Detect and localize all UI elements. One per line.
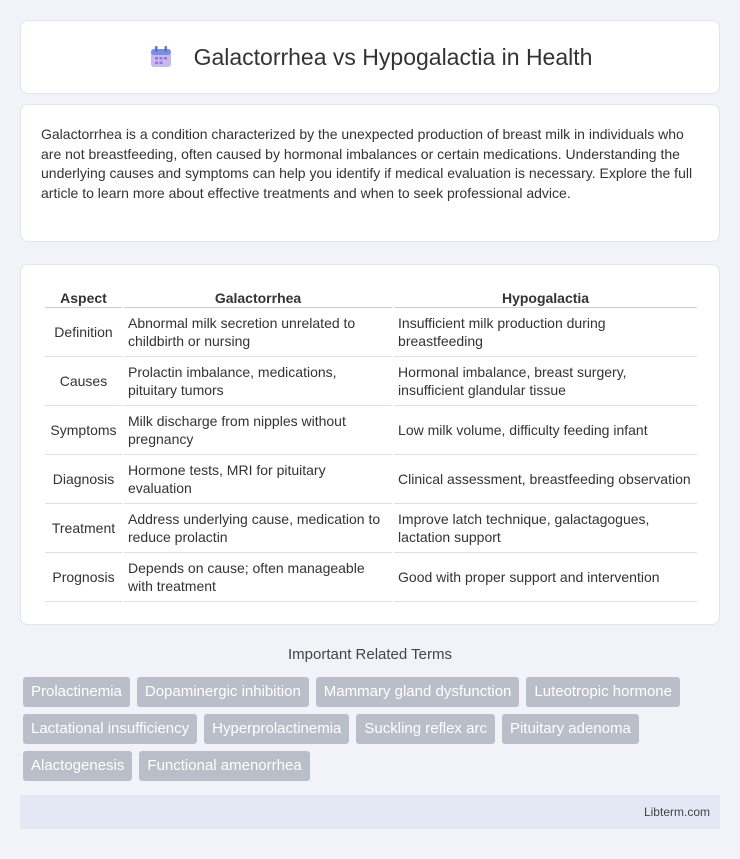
aspect-cell: Definition [45,308,122,357]
aspect-cell: Symptoms [45,406,122,455]
intro-paragraph: Galactorrhea is a condition characterized by the unexpected production of breast milk in individuals who are not breastfeeding, often caused by hormonal imbalances or certain medications. Understanding the underlying causes and symptoms can help you identify if medical evaluation is necessary. Explore the full article to learn more about effective treatments and when to seek professional advice. [41,126,693,201]
table-row [45,406,697,455]
aspect-cell: Diagnosis [45,455,122,504]
hypogalactia-cell: Insufficient milk production during breastfeeding [394,308,697,357]
column-header-hypogalactia: Hypogalactia [394,285,697,308]
galactorrhea-cell: Depends on cause; often manageable with treatment [124,553,392,602]
table-header-row [45,285,697,308]
galactorrhea-cell: Hormone tests, MRI for pituitary evaluation [124,455,392,504]
footer [20,795,720,829]
related-term-tag[interactable]: Hyperprolactinemia [204,714,349,744]
table-row [45,455,697,504]
aspect-cell: Prognosis [45,553,122,602]
table-row [45,308,697,357]
hypogalactia-cell: Good with proper support and intervention [394,553,697,602]
comparison-table [43,285,699,602]
related-term-tag[interactable]: Lactational insufficiency [23,714,197,744]
galactorrhea-cell: Address underlying cause, medication to reduce prolactin [124,504,392,553]
column-header-galactorrhea: Galactorrhea [124,285,392,308]
hypogalactia-cell: Improve latch technique, galactagogues, lactation support [394,504,697,553]
hypogalactia-cell: Hormonal imbalance, breast surgery, insufficient glandular tissue [394,357,697,406]
galactorrhea-cell: Milk discharge from nipples without pregnancy [124,406,392,455]
related-term-tag[interactable]: Luteotropic hormone [526,677,680,707]
related-term-tag[interactable]: Suckling reflex arc [356,714,495,744]
comparison-card [20,264,720,625]
table-row [45,357,697,406]
related-term-tag[interactable]: Dopaminergic inhibition [137,677,309,707]
footer-site-link[interactable]: Libterm.com [643,805,710,819]
page-title: Galactorrhea vs Hypogalactia in Health [193,43,593,70]
aspect-cell: Treatment [45,504,122,553]
hypogalactia-cell: Low milk volume, difficulty feeding infant [394,406,697,455]
header-card [20,20,720,94]
aspect-cell: Causes [45,357,122,406]
intro-card [20,104,720,242]
galactorrhea-cell: Abnormal milk secretion unrelated to childbirth or nursing [124,308,392,357]
related-terms-title: Important Related Terms [288,646,452,663]
table-row [45,504,697,553]
related-term-tag[interactable]: Mammary gland dysfunction [316,677,520,707]
column-header-aspect: Aspect [45,285,122,308]
related-term-tag[interactable]: Alactogenesis [23,751,132,781]
table-row [45,553,697,602]
related-terms-list [23,677,723,781]
related-term-tag[interactable]: Prolactinemia [23,677,130,707]
calendar-icon [148,44,174,70]
related-term-tag[interactable]: Pituitary adenoma [502,714,639,744]
galactorrhea-cell: Prolactin imbalance, medications, pituitary tumors [124,357,392,406]
related-term-tag[interactable]: Functional amenorrhea [139,751,309,781]
title-wrap [148,44,593,71]
hypogalactia-cell: Clinical assessment, breastfeeding observation [394,455,697,504]
